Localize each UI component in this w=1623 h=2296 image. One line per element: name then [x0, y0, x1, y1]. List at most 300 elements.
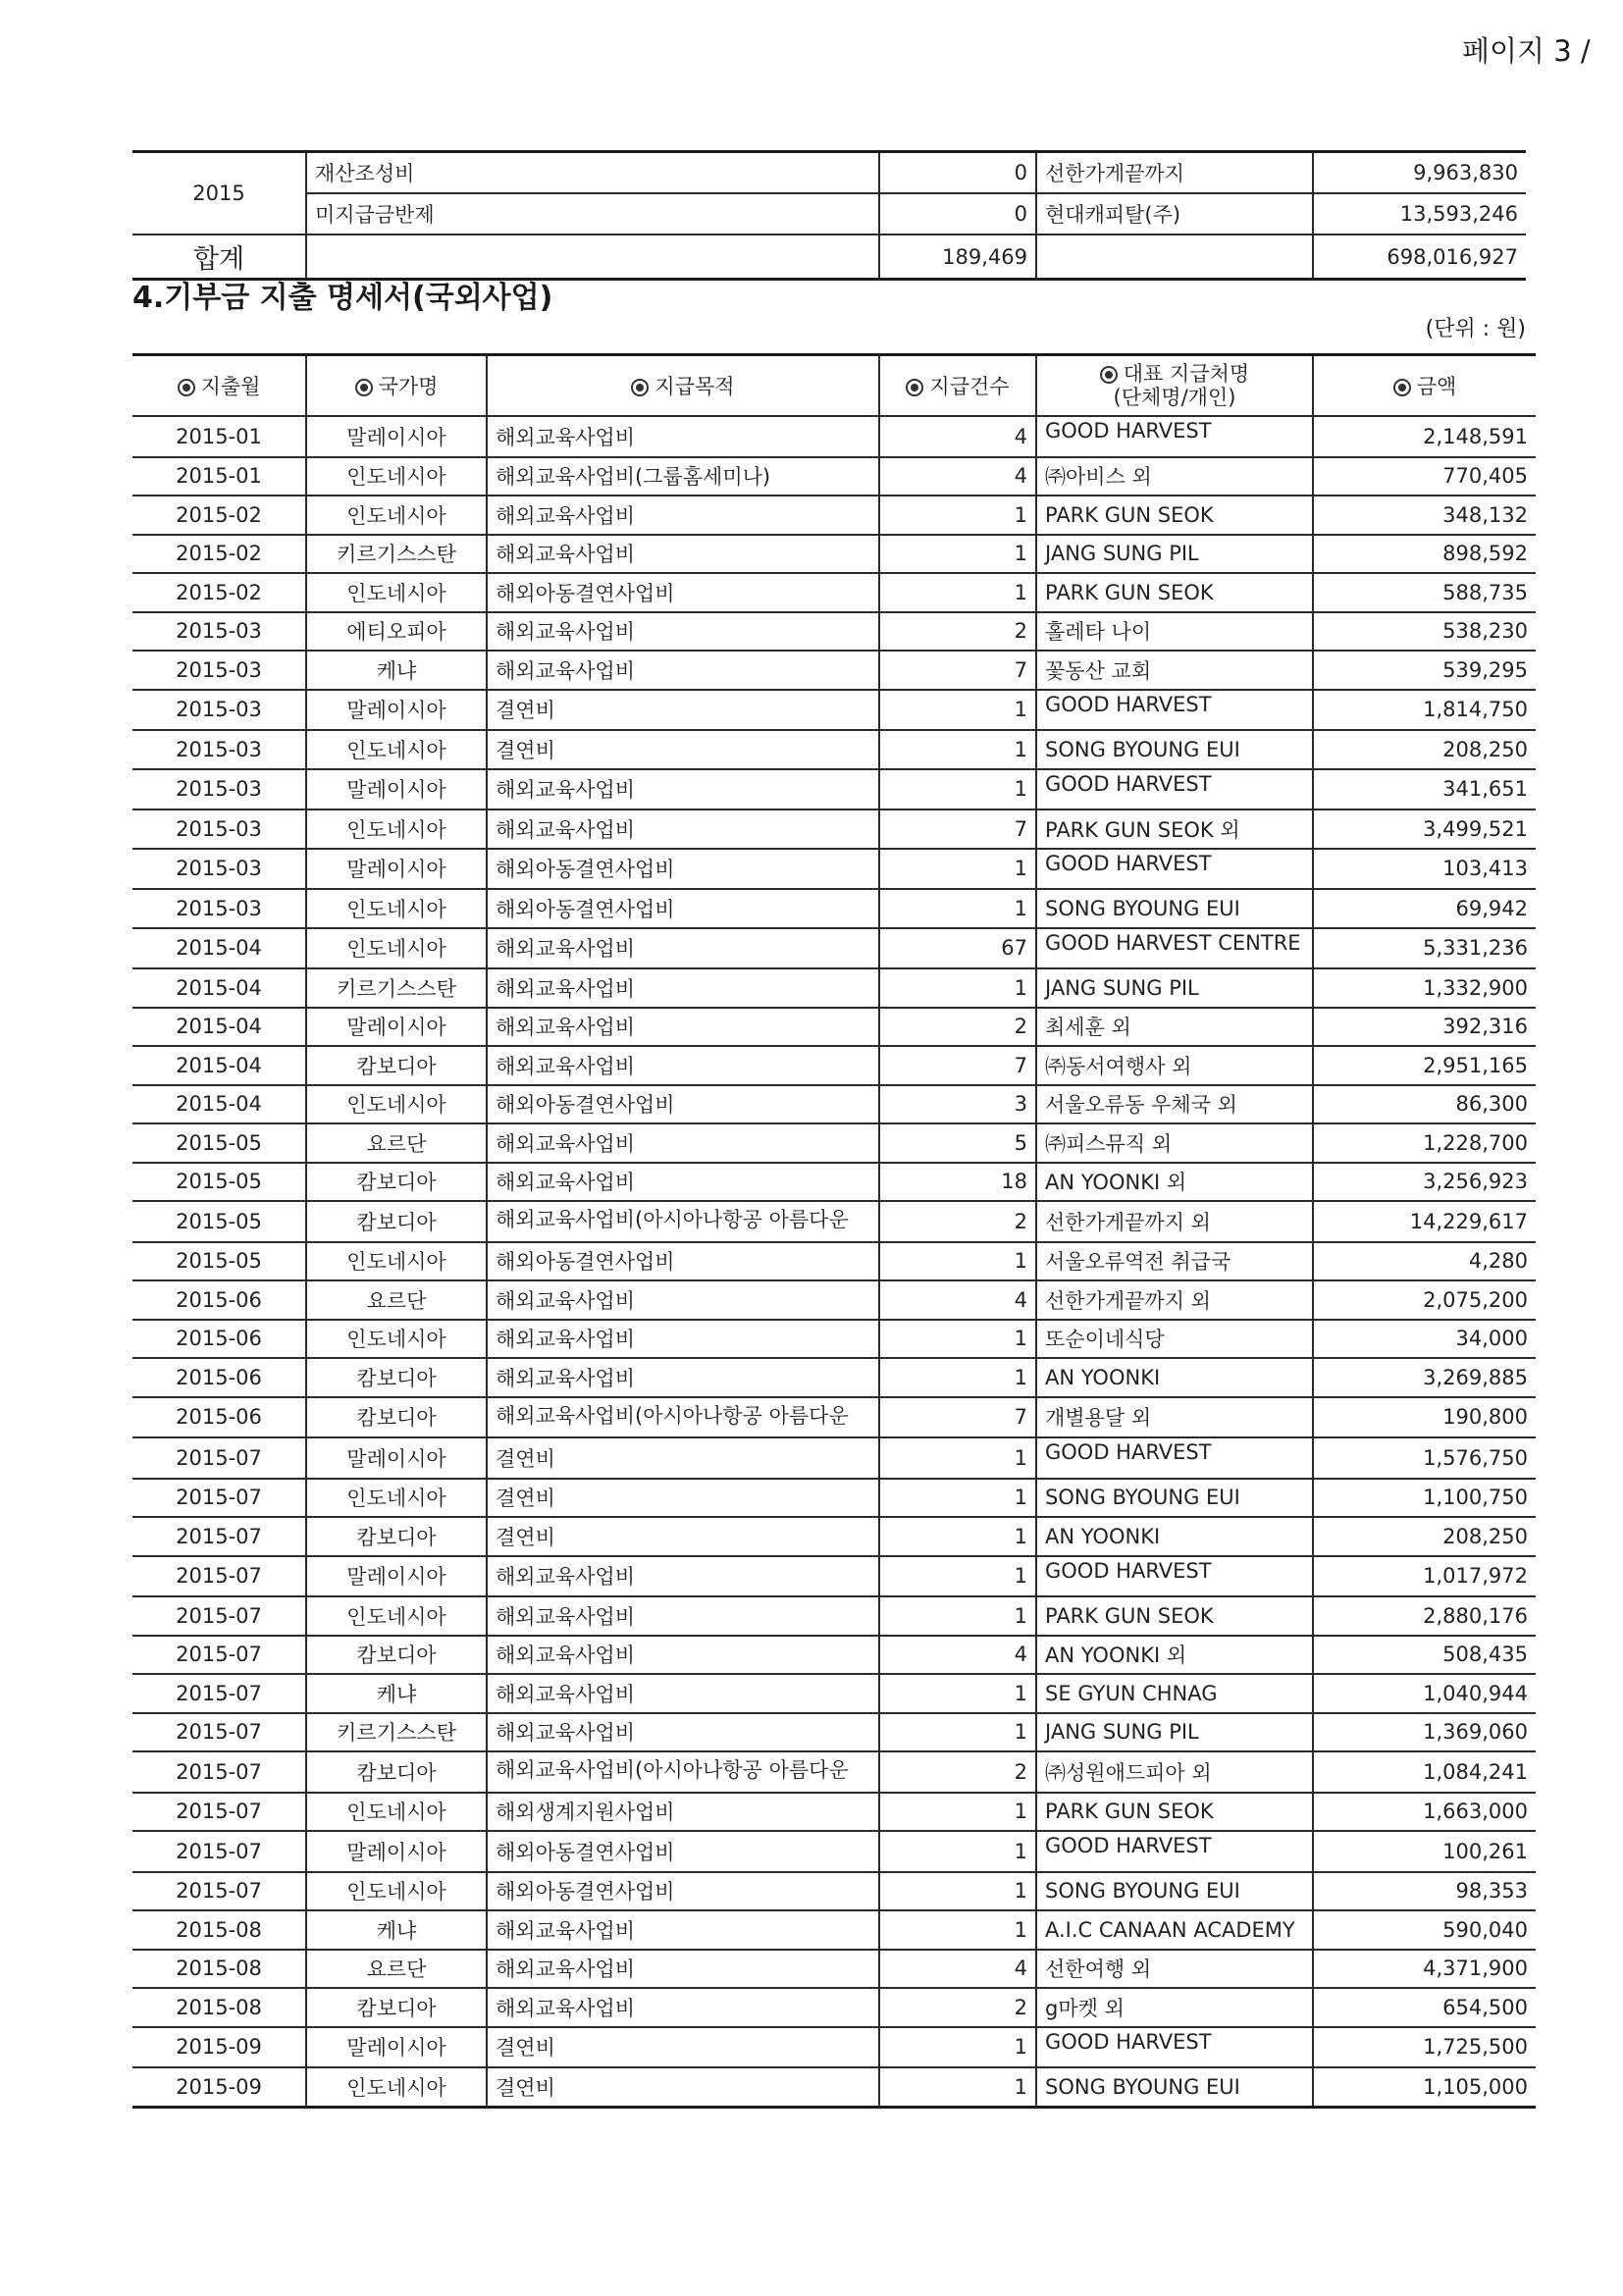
cell-recipient: ㈜피스뮤직 외 [1036, 1123, 1313, 1163]
cell-amount: 588,735 [1313, 573, 1536, 612]
cell-month: 2015-04 [132, 1085, 306, 1124]
cell-purpose: 해외교육사업비 [487, 1046, 879, 1085]
table-header-row [132, 355, 1536, 417]
cell-amount: 208,250 [1313, 1517, 1536, 1556]
cell-country: 에티오피아 [306, 612, 487, 652]
cell-month: 2015-06 [132, 1397, 306, 1438]
cell-country: 말레이시아 [306, 1831, 487, 1872]
cell-amount: 508,435 [1313, 1636, 1536, 1675]
cell-amount: 2,148,591 [1313, 416, 1536, 457]
cell-country: 캄보디아 [306, 1397, 487, 1438]
cell-month: 2015-03 [132, 769, 306, 810]
cell-country: 말레이시아 [306, 416, 487, 457]
cell-count: 1 [879, 849, 1036, 890]
table-row [132, 1517, 1536, 1556]
cell-amount: 14,229,617 [1313, 1201, 1536, 1242]
cell-count: 4 [879, 1636, 1036, 1675]
section-title: 4.기부금 지출 명세서(국외사업) [132, 281, 553, 315]
cell-amount: 1,369,060 [1313, 1713, 1536, 1752]
cell-country: 말레이시아 [306, 849, 487, 890]
table-row [132, 690, 1536, 731]
header-recipient-label: 대표 지급처명 [1123, 362, 1250, 386]
cell-amount: 1,040,944 [1313, 1674, 1536, 1713]
cell-purpose: 해외교육사업비 [487, 1713, 879, 1752]
cell-country: 인도네시아 [306, 1479, 487, 1518]
cell-amount: 69,942 [1313, 889, 1536, 928]
cell-purpose: 해외교육사업비 [487, 1280, 879, 1320]
table-row [132, 928, 1536, 969]
table-row [132, 2067, 1536, 2107]
cell-country: 인도네시아 [306, 809, 487, 849]
cell-amount: 2,951,165 [1313, 1046, 1536, 1085]
header-country-label: 국가명 [378, 375, 439, 398]
table-row [132, 1008, 1536, 1047]
cell-country: 말레이시아 [306, 1437, 487, 1479]
cell-amount: 3,269,885 [1313, 1358, 1536, 1397]
cell-purpose: 해외교육사업비(아시아나항공 아름다운 [487, 1751, 879, 1793]
cell-amount: 1,332,900 [1313, 968, 1536, 1008]
cell-count: 67 [879, 928, 1036, 969]
cell-country: 인도네시아 [306, 730, 487, 769]
cell-month: 2015-01 [132, 416, 306, 457]
cell-recipient: GOOD HARVEST [1036, 416, 1313, 457]
cell-country: 케냐 [306, 651, 487, 690]
cell-month: 2015-06 [132, 1320, 306, 1359]
cell-recipient: ㈜아비스 외 [1036, 457, 1313, 496]
table-row [132, 1242, 1536, 1281]
circled-number-icon [355, 379, 373, 396]
cell-purpose: 해외교육사업비 [487, 769, 879, 810]
cell-amount: 4,371,900 [1313, 1950, 1536, 1989]
circled-number-icon [178, 379, 195, 396]
cell-purpose: 해외교육사업비 [487, 1320, 879, 1359]
cell-month: 2015-06 [132, 1358, 306, 1397]
cell-month: 2015-02 [132, 535, 306, 574]
cell-purpose: 해외교육사업비 [487, 535, 879, 574]
cell-count: 1 [879, 889, 1036, 928]
cell-month: 2015-07 [132, 1556, 306, 1597]
cell-month: 2015-04 [132, 1008, 306, 1047]
cell-month: 2015-01 [132, 457, 306, 496]
table-row [132, 1556, 1536, 1597]
summary-amount: 13,593,246 [1313, 193, 1526, 235]
table-row [132, 496, 1536, 535]
cell-count: 7 [879, 1046, 1036, 1085]
cell-count: 1 [879, 1320, 1036, 1359]
cell-recipient: 개별용달 외 [1036, 1397, 1313, 1438]
cell-month: 2015-03 [132, 690, 306, 731]
cell-amount: 1,084,241 [1313, 1751, 1536, 1793]
cell-amount: 1,725,500 [1313, 2027, 1536, 2068]
cell-count: 7 [879, 809, 1036, 849]
table-row [132, 1636, 1536, 1675]
expenditure-table [132, 353, 1536, 2109]
header-amount [1313, 355, 1536, 417]
table-row [132, 535, 1536, 574]
cell-amount: 898,592 [1313, 535, 1536, 574]
cell-country: 캄보디아 [306, 1517, 487, 1556]
cell-purpose: 해외교육사업비 [487, 1950, 879, 1989]
cell-month: 2015-07 [132, 1596, 306, 1636]
table-row [132, 612, 1536, 652]
cell-recipient: GOOD HARVEST CENTRE [1036, 928, 1313, 969]
cell-purpose: 해외교육사업비 [487, 1008, 879, 1047]
cell-amount: 1,100,750 [1313, 1479, 1536, 1518]
cell-amount: 100,261 [1313, 1831, 1536, 1872]
cell-purpose: 해외교육사업비(그룹홈세미나) [487, 457, 879, 496]
table-row [132, 1988, 1536, 2027]
cell-country: 말레이시아 [306, 769, 487, 810]
cell-count: 1 [879, 2067, 1036, 2107]
cell-month: 2015-05 [132, 1242, 306, 1281]
cell-month: 2015-07 [132, 1517, 306, 1556]
cell-purpose: 해외생계지원사업비 [487, 1793, 879, 1832]
cell-purpose: 해외아동결연사업비 [487, 1872, 879, 1911]
cell-country: 인도네시아 [306, 457, 487, 496]
cell-recipient: 서울오류역전 취급국 [1036, 1242, 1313, 1281]
cell-count: 1 [879, 1596, 1036, 1636]
cell-month: 2015-03 [132, 849, 306, 890]
cell-month: 2015-03 [132, 809, 306, 849]
summary-recipient: 선한가게끝까지 [1036, 152, 1313, 194]
cell-country: 키르기스스탄 [306, 535, 487, 574]
cell-purpose: 결연비 [487, 690, 879, 731]
circled-number-icon [1393, 379, 1411, 396]
cell-count: 1 [879, 496, 1036, 535]
table-row [132, 1201, 1536, 1242]
cell-recipient: 홀레타 나이 [1036, 612, 1313, 652]
cell-country: 인도네시아 [306, 1320, 487, 1359]
cell-amount: 392,316 [1313, 1008, 1536, 1047]
cell-recipient: 선한여행 외 [1036, 1950, 1313, 1989]
table-row [132, 889, 1536, 928]
cell-month: 2015-07 [132, 1713, 306, 1752]
cell-amount: 98,353 [1313, 1872, 1536, 1911]
cell-count: 1 [879, 2027, 1036, 2068]
cell-purpose: 해외교육사업비 [487, 809, 879, 849]
cell-recipient: JANG SUNG PIL [1036, 535, 1313, 574]
cell-month: 2015-03 [132, 612, 306, 652]
cell-recipient: 또순이네식당 [1036, 1320, 1313, 1359]
cell-purpose: 해외아동결연사업비 [487, 1085, 879, 1124]
cell-purpose: 해외아동결연사업비 [487, 573, 879, 612]
cell-amount: 348,132 [1313, 496, 1536, 535]
cell-country: 인도네시아 [306, 928, 487, 969]
cell-month: 2015-02 [132, 573, 306, 612]
cell-amount: 1,017,972 [1313, 1556, 1536, 1597]
summary-table [132, 150, 1526, 281]
cell-purpose: 해외아동결연사업비 [487, 1242, 879, 1281]
cell-count: 4 [879, 1950, 1036, 1989]
cell-amount: 2,880,176 [1313, 1596, 1536, 1636]
summary-item: 재산조성비 [306, 152, 879, 194]
cell-amount: 4,280 [1313, 1242, 1536, 1281]
table-row [132, 968, 1536, 1008]
cell-amount: 5,331,236 [1313, 928, 1536, 969]
table-row [132, 1280, 1536, 1320]
table-row [132, 730, 1536, 769]
table-row [132, 1437, 1536, 1479]
cell-count: 1 [879, 535, 1036, 574]
cell-country: 캄보디아 [306, 1201, 487, 1242]
cell-recipient: GOOD HARVEST [1036, 1437, 1313, 1479]
cell-recipient: GOOD HARVEST [1036, 1831, 1313, 1872]
cell-country: 인도네시아 [306, 1085, 487, 1124]
cell-purpose: 해외교육사업비 [487, 1556, 879, 1597]
cell-amount: 34,000 [1313, 1320, 1536, 1359]
cell-recipient: PARK GUN SEOK [1036, 1793, 1313, 1832]
cell-month: 2015-02 [132, 496, 306, 535]
cell-purpose: 해외아동결연사업비 [487, 1831, 879, 1872]
table-row [132, 1831, 1536, 1872]
summary-total-amount: 698,016,927 [1313, 235, 1526, 280]
summary-year: 2015 [132, 152, 306, 235]
cell-count: 1 [879, 1713, 1036, 1752]
cell-amount: 208,250 [1313, 730, 1536, 769]
cell-country: 캄보디아 [306, 1988, 487, 2027]
cell-country: 말레이시아 [306, 2027, 487, 2068]
header-recipient [1036, 355, 1313, 417]
header-purpose-label: 지급목적 [654, 375, 735, 398]
cell-month: 2015-08 [132, 1910, 306, 1950]
cell-count: 1 [879, 1831, 1036, 1872]
cell-count: 1 [879, 690, 1036, 731]
header-month [132, 355, 306, 417]
cell-recipient: g마켓 외 [1036, 1988, 1313, 2027]
cell-count: 4 [879, 416, 1036, 457]
table-row [132, 849, 1536, 890]
cell-count: 1 [879, 1910, 1036, 1950]
cell-purpose: 해외교육사업비 [487, 496, 879, 535]
cell-country: 요르단 [306, 1950, 487, 1989]
cell-count: 5 [879, 1123, 1036, 1163]
table-row [132, 1751, 1536, 1793]
table-row [132, 573, 1536, 612]
cell-amount: 590,040 [1313, 1910, 1536, 1950]
summary-total-label: 합계 [132, 235, 306, 280]
cell-amount: 654,500 [1313, 1988, 1536, 2027]
cell-amount: 1,663,000 [1313, 1793, 1536, 1832]
cell-recipient: AN YOONKI [1036, 1517, 1313, 1556]
cell-count: 2 [879, 1008, 1036, 1047]
cell-recipient: PARK GUN SEOK [1036, 573, 1313, 612]
table-row [132, 1163, 1536, 1202]
cell-country: 캄보디아 [306, 1046, 487, 1085]
cell-count: 3 [879, 1085, 1036, 1124]
cell-amount: 86,300 [1313, 1085, 1536, 1124]
cell-recipient: 최세훈 외 [1036, 1008, 1313, 1047]
cell-country: 인도네시아 [306, 889, 487, 928]
cell-count: 1 [879, 1479, 1036, 1518]
cell-amount: 3,499,521 [1313, 809, 1536, 849]
page-number: 페이지 3 / [1462, 34, 1591, 68]
cell-count: 4 [879, 457, 1036, 496]
cell-country: 캄보디아 [306, 1636, 487, 1675]
cell-country: 인도네시아 [306, 1242, 487, 1281]
cell-purpose: 결연비 [487, 1479, 879, 1518]
cell-count: 1 [879, 1674, 1036, 1713]
table-row [132, 1872, 1536, 1911]
cell-month: 2015-07 [132, 1674, 306, 1713]
cell-purpose: 해외교육사업비 [487, 1636, 879, 1675]
circled-number-icon [1100, 366, 1118, 384]
summary-total-count: 189,469 [879, 235, 1036, 280]
cell-month: 2015-03 [132, 889, 306, 928]
table-row [132, 809, 1536, 849]
cell-recipient: ㈜동서여행사 외 [1036, 1046, 1313, 1085]
cell-country: 인도네시아 [306, 2067, 487, 2107]
cell-count: 1 [879, 1556, 1036, 1597]
cell-recipient: ㈜성원애드피아 외 [1036, 1751, 1313, 1793]
cell-purpose: 해외교육사업비 [487, 1674, 879, 1713]
table-row [132, 651, 1536, 690]
cell-recipient: A.I.C CANAAN ACADEMY [1036, 1910, 1313, 1950]
cell-recipient: GOOD HARVEST [1036, 690, 1313, 731]
cell-recipient: GOOD HARVEST [1036, 769, 1313, 810]
cell-count: 1 [879, 1793, 1036, 1832]
header-month-label: 지출월 [200, 375, 261, 398]
cell-month: 2015-03 [132, 730, 306, 769]
cell-recipient: 꽃동산 교회 [1036, 651, 1313, 690]
cell-purpose: 결연비 [487, 2067, 879, 2107]
cell-count: 18 [879, 1163, 1036, 1202]
table-row [132, 1397, 1536, 1438]
cell-purpose: 해외교육사업비 [487, 1910, 879, 1950]
header-count [879, 355, 1036, 417]
cell-count: 1 [879, 1358, 1036, 1397]
cell-count: 1 [879, 1242, 1036, 1281]
cell-amount: 1,105,000 [1313, 2067, 1536, 2107]
cell-amount: 1,576,750 [1313, 1437, 1536, 1479]
header-count-label: 지급건수 [929, 375, 1010, 398]
cell-month: 2015-05 [132, 1123, 306, 1163]
cell-country: 캄보디아 [306, 1751, 487, 1793]
summary-row [132, 193, 1526, 235]
cell-country: 캄보디아 [306, 1358, 487, 1397]
table-row [132, 1123, 1536, 1163]
cell-country: 인도네시아 [306, 1596, 487, 1636]
cell-recipient: SONG BYOUNG EUI [1036, 1479, 1313, 1518]
cell-purpose: 해외교육사업비 [487, 968, 879, 1008]
table-row [132, 1950, 1536, 1989]
cell-amount: 539,295 [1313, 651, 1536, 690]
table-row [132, 1674, 1536, 1713]
cell-count: 1 [879, 1872, 1036, 1911]
cell-month: 2015-04 [132, 928, 306, 969]
cell-count: 1 [879, 730, 1036, 769]
cell-recipient: PARK GUN SEOK [1036, 1596, 1313, 1636]
cell-recipient: JANG SUNG PIL [1036, 1713, 1313, 1752]
cell-recipient: 선한가게끝까지 외 [1036, 1201, 1313, 1242]
cell-recipient: AN YOONKI 외 [1036, 1636, 1313, 1675]
cell-country: 케냐 [306, 1910, 487, 1950]
cell-country: 인도네시아 [306, 1872, 487, 1911]
cell-month: 2015-04 [132, 968, 306, 1008]
summary-total-blank2 [1036, 235, 1313, 280]
cell-month: 2015-07 [132, 1793, 306, 1832]
table-row [132, 416, 1536, 457]
cell-purpose: 해외교육사업비 [487, 1988, 879, 2027]
cell-month: 2015-07 [132, 1872, 306, 1911]
cell-count: 7 [879, 1397, 1036, 1438]
table-row [132, 2027, 1536, 2068]
cell-country: 인도네시아 [306, 1793, 487, 1832]
header-purpose [487, 355, 879, 417]
cell-country: 말레이시아 [306, 690, 487, 731]
cell-country: 캄보디아 [306, 1163, 487, 1202]
cell-purpose: 해외교육사업비(아시아나항공 아름다운 [487, 1201, 879, 1242]
table-row [132, 1320, 1536, 1359]
cell-purpose: 해외교육사업비 [487, 416, 879, 457]
table-row [132, 1085, 1536, 1124]
cell-amount: 341,651 [1313, 769, 1536, 810]
header-amount-label: 금액 [1416, 375, 1457, 398]
cell-count: 2 [879, 1751, 1036, 1793]
cell-count: 7 [879, 651, 1036, 690]
cell-count: 1 [879, 968, 1036, 1008]
cell-count: 2 [879, 1988, 1036, 2027]
table-row [132, 1713, 1536, 1752]
cell-recipient: JANG SUNG PIL [1036, 968, 1313, 1008]
cell-recipient: GOOD HARVEST [1036, 1556, 1313, 1597]
cell-recipient: PARK GUN SEOK 외 [1036, 809, 1313, 849]
cell-count: 2 [879, 1201, 1036, 1242]
cell-amount: 770,405 [1313, 457, 1536, 496]
header-country [306, 355, 487, 417]
cell-purpose: 해외교육사업비(아시아나항공 아름다운 [487, 1397, 879, 1438]
cell-purpose: 결연비 [487, 1517, 879, 1556]
cell-purpose: 해외교육사업비 [487, 1163, 879, 1202]
cell-month: 2015-07 [132, 1751, 306, 1793]
table-row [132, 1793, 1536, 1832]
cell-recipient: AN YOONKI 외 [1036, 1163, 1313, 1202]
cell-month: 2015-03 [132, 651, 306, 690]
cell-month: 2015-07 [132, 1437, 306, 1479]
summary-count: 0 [879, 152, 1036, 194]
cell-recipient: GOOD HARVEST [1036, 849, 1313, 890]
cell-recipient: SONG BYOUNG EUI [1036, 730, 1313, 769]
cell-purpose: 해외아동결연사업비 [487, 849, 879, 890]
cell-recipient: PARK GUN SEOK [1036, 496, 1313, 535]
cell-purpose: 결연비 [487, 730, 879, 769]
cell-amount: 1,228,700 [1313, 1123, 1536, 1163]
cell-recipient: SONG BYOUNG EUI [1036, 1872, 1313, 1911]
summary-row [132, 152, 1526, 194]
table-row [132, 1910, 1536, 1950]
circled-number-icon [631, 379, 649, 396]
cell-country: 인도네시아 [306, 573, 487, 612]
cell-purpose: 해외교육사업비 [487, 1123, 879, 1163]
cell-recipient: GOOD HARVEST [1036, 2027, 1313, 2068]
circled-number-icon [906, 379, 923, 396]
table-row [132, 1358, 1536, 1397]
cell-count: 1 [879, 769, 1036, 810]
summary-item: 미지급금반제 [306, 193, 879, 235]
table-row [132, 1596, 1536, 1636]
cell-recipient: SONG BYOUNG EUI [1036, 889, 1313, 928]
cell-month: 2015-07 [132, 1831, 306, 1872]
cell-count: 1 [879, 573, 1036, 612]
table-row [132, 1479, 1536, 1518]
cell-month: 2015-08 [132, 1950, 306, 1989]
unit-note: (단위 : 원) [1425, 317, 1526, 341]
cell-month: 2015-07 [132, 1479, 306, 1518]
summary-amount: 9,963,830 [1313, 152, 1526, 194]
cell-month: 2015-05 [132, 1163, 306, 1202]
cell-count: 4 [879, 1280, 1036, 1320]
cell-purpose: 해외교육사업비 [487, 928, 879, 969]
cell-month: 2015-06 [132, 1280, 306, 1320]
